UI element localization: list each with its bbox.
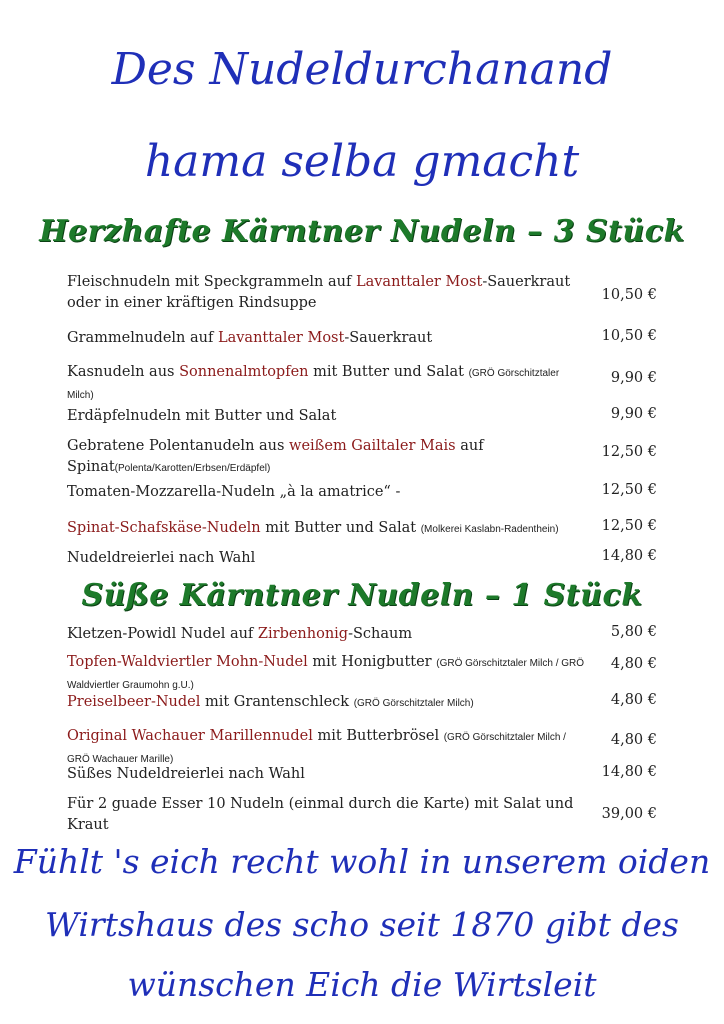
- menu-item-text-red: Topfen-Waldviertler Mohn-Nudel: [67, 654, 308, 670]
- menu-item-description: [67, 624, 587, 645]
- menu-item-description: [67, 436, 587, 479]
- menu-item-text-red: Zirbenhonig: [257, 626, 349, 642]
- menu-item-description: [67, 548, 587, 569]
- menu-item-text-pre: Kletzen-Powidl Nudel auf: [67, 626, 258, 642]
- footer-line-1: Fühlt 's eich recht wohl in unserem oiden: [13, 842, 711, 881]
- menu-item-note: (GRÖ Görschitztaler Milch): [353, 698, 474, 709]
- menu-item: [67, 692, 657, 714]
- menu-item-price: 12,50 €: [601, 444, 657, 460]
- menu-item-description: [67, 764, 587, 785]
- menu-item-text-pre: Süßes Nudeldreierlei nach Wahl: [67, 766, 305, 782]
- menu-item: [67, 328, 657, 349]
- menu-item-price: 4,80 €: [610, 692, 657, 708]
- menu-item-price: 12,50 €: [601, 518, 657, 534]
- menu-item-note: (GRÖ Görschitztaler Milch / GRÖ Wachauer Marille): [67, 732, 566, 765]
- menu-item-price: 39,00 €: [601, 806, 657, 822]
- menu-item-price: 4,80 €: [610, 656, 657, 672]
- menu-item: [67, 518, 657, 540]
- menu-item-description: [67, 362, 587, 406]
- menu-item: [67, 272, 657, 314]
- menu-item-text-post: -Sauerkraut: [344, 330, 433, 346]
- menu-item-price: 9,90 €: [610, 406, 657, 422]
- menu-item-text-red: Lavanttaler Most: [217, 330, 345, 346]
- menu-item-text-red: Lavanttaler Most: [355, 274, 483, 290]
- menu-item-description: [67, 482, 587, 503]
- section-heading-savory: Herzhafte Kärntner Nudeln – 3 Stück: [39, 214, 685, 249]
- footer-line-3: wünschen Eich die Wirtsleit: [127, 965, 597, 1004]
- menu-item-text-post: -Schaum: [348, 626, 413, 642]
- menu-item-text-post: mit Butter und Salat: [308, 364, 469, 380]
- menu-item: [67, 406, 657, 427]
- menu-item: [67, 794, 657, 836]
- menu-item-text-post: mit Grantenschleck: [200, 694, 354, 710]
- menu-item-price: 5,80 €: [610, 624, 657, 640]
- title-line-2: hama selba gmacht: [144, 136, 580, 187]
- menu-item: [67, 362, 657, 406]
- menu-item-text-pre: Gebratene Polentanudeln aus: [67, 438, 290, 454]
- menu-item-text-red: Original Wachauer Marillennudel: [67, 728, 313, 744]
- menu-item-text-post: auf Spinat: [67, 438, 484, 475]
- menu-item-description: [67, 652, 587, 696]
- menu-item-text-pre: Kasnudeln aus: [67, 364, 180, 380]
- menu-item: [67, 548, 657, 569]
- menu-item-text-line2: oder in einer kräftigen Rindsuppe: [67, 295, 317, 311]
- menu-item: [67, 624, 657, 645]
- menu-item-text-post: mit Butter und Salat: [260, 520, 421, 536]
- menu-item-description: [67, 692, 587, 714]
- menu-item-text-pre: Grammelnudeln auf: [67, 330, 218, 346]
- menu-item-note: (GRÖ Görschitztaler Milch / GRÖ Waldviertler Graumohn g.U.): [67, 658, 585, 691]
- menu-item-text-pre: Erdäpfelnudeln mit Butter und Salat: [67, 408, 337, 424]
- menu-item-text-red: Spinat-Schafskäse-Nudeln: [67, 520, 261, 536]
- menu-item-price: 4,80 €: [610, 732, 657, 748]
- menu-item-price: 14,80 €: [601, 764, 657, 780]
- menu-item-text-pre: Nudeldreierlei nach Wahl: [67, 550, 256, 566]
- menu-item: [67, 436, 657, 479]
- footer-line-2: Wirtshaus des scho seit 1870 gibt des: [45, 905, 679, 944]
- menu-item-text-red: Preiselbeer-Nudel: [67, 694, 201, 710]
- menu-item-text-post: mit Honigbutter: [307, 654, 437, 670]
- menu-item-description: [67, 518, 587, 540]
- menu-item-price: 9,90 €: [610, 370, 657, 386]
- section-heading-sweet: Süße Kärntner Nudeln – 1 Stück: [81, 578, 643, 613]
- menu-item: [67, 652, 657, 696]
- menu-item-description: [67, 406, 587, 427]
- menu-item-text-post: -Sauerkraut: [482, 274, 571, 290]
- menu-item-price: 10,50 €: [601, 287, 657, 303]
- menu-item-note: (GRÖ Görschitztaler Milch): [67, 368, 560, 401]
- menu-item-price: 14,80 €: [601, 548, 657, 564]
- menu-item-description: [67, 272, 587, 314]
- menu-item-price: 10,50 €: [601, 328, 657, 344]
- menu-item-text-pre: Tomaten-Mozzarella-Nudeln „à la amatrice“ -: [67, 484, 401, 500]
- menu-item-text-red: weißem Gailtaler Mais: [289, 438, 456, 454]
- menu-item-price: 12,50 €: [601, 482, 657, 498]
- menu-item-description: [67, 794, 587, 836]
- menu-item-note: (Polenta/Karotten/Erbsen/Erdäpfel): [114, 463, 271, 474]
- menu-item-text-pre: Für 2 guade Esser 10 Nudeln (einmal durch die Karte) mit Salat und Kraut: [67, 796, 574, 833]
- menu-item-text-red: Sonnenalmtopfen: [179, 364, 309, 380]
- menu-item-text-pre: Fleischnudeln mit Speckgrammeln auf: [67, 274, 356, 290]
- menu-item-text-post: mit Butterbrösel: [312, 728, 444, 744]
- menu-item-description: [67, 328, 587, 349]
- menu-item: [67, 764, 657, 785]
- menu-item-note: (Molkerei Kaslabn-Radenthein): [420, 524, 559, 535]
- title-line-1: Des Nudeldurchanand: [111, 44, 613, 95]
- menu-item: [67, 482, 657, 503]
